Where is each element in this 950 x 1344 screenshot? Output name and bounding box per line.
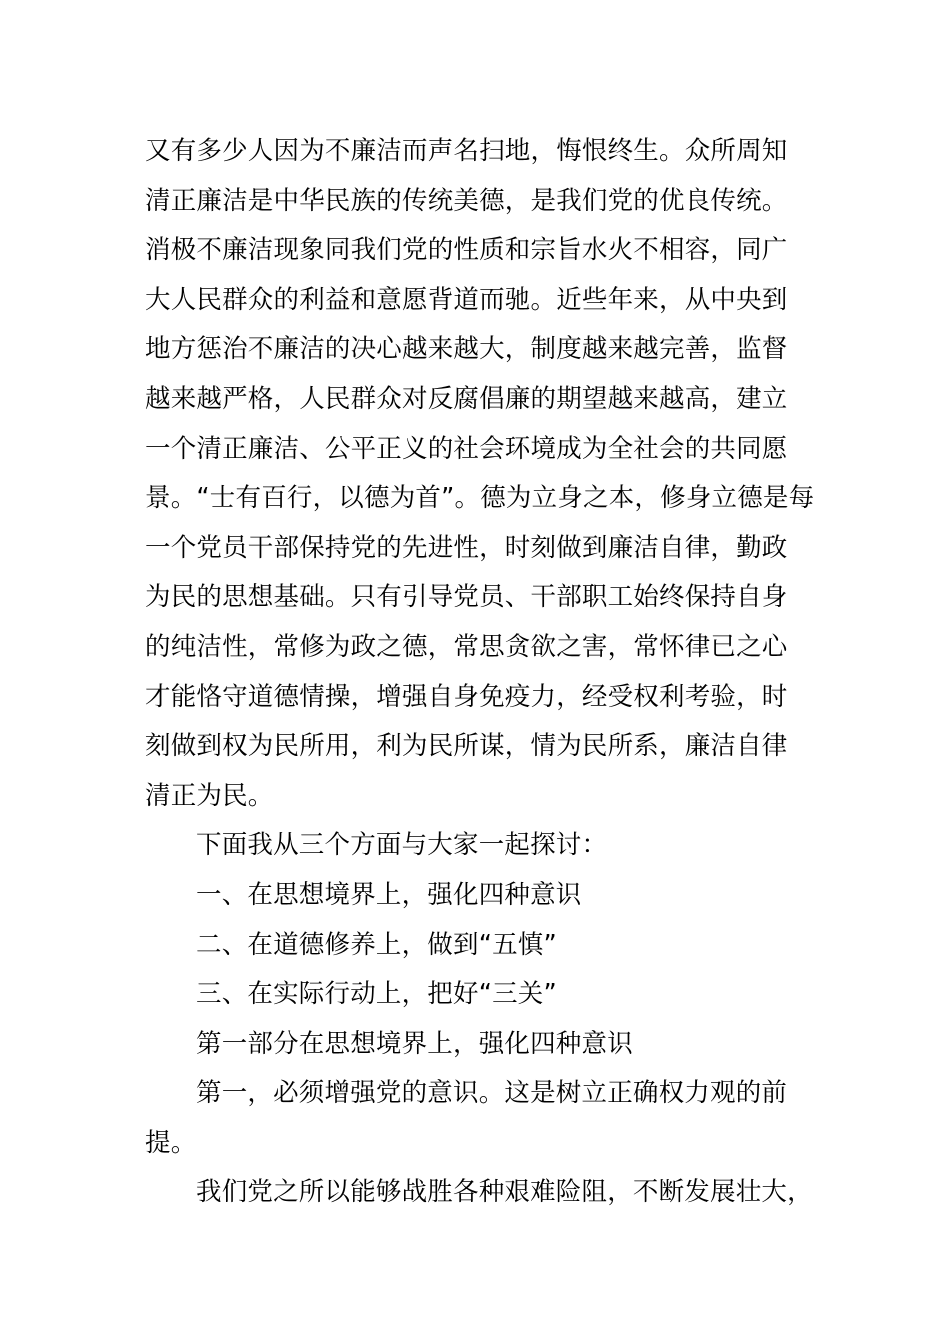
text-line: 清正为民。 — [145, 780, 274, 811]
document-body — [145, 127, 817, 1218]
text-line: 一个党员干部保持党的先进性，时刻做到廉洁自律，勤政 — [145, 532, 788, 563]
outline-item-3: 三、在实际行动上，把好“三关” — [196, 979, 557, 1010]
text-line: 的纯洁性，常修为政之德，常思贪欲之害，常怀律已之心 — [145, 631, 788, 662]
text-line: 地方惩治不廉洁的决心越来越大，制度越来越完善，监督 — [145, 334, 788, 365]
text-line: 提。 — [145, 1127, 197, 1158]
text-line: 又有多少人因为不廉洁而声名扫地，悔恨终生。众所周知 — [145, 136, 788, 166]
text-line: 清正廉洁是中华民族的传统美德，是我们党的优良传统。 — [145, 185, 788, 216]
text-line: 景。“士有百行，以德为首”。德为立身之本，修身立德是每 — [145, 483, 815, 514]
subsection-heading: 第一，必须增强党的意识。这是树立正确权力观的前 — [196, 1078, 788, 1109]
text-line: 消极不廉洁现象同我们党的性质和宗旨水火不相容，同广 — [145, 235, 788, 266]
section-heading: 第一部分在思想境界上，强化四种意识 — [196, 1028, 633, 1059]
text-line: 才能恪守道德情操，增强自身免疫力，经受权利考验，时 — [145, 681, 788, 712]
outline-item-1: 一、在思想境界上，强化四种意识 — [196, 879, 582, 910]
text-line: 大人民群众的利益和意愿背道而驰。近些年来，从中央到 — [145, 284, 788, 315]
intro-line: 下面我从三个方面与大家一起探讨： — [196, 830, 608, 861]
text-line: 我们党之所以能够战胜各种艰难险阻，不断发展壮大， — [196, 1177, 813, 1208]
text-line: 刻做到权为民所用，利为民所谋，情为民所系，廉洁自律 — [145, 731, 788, 762]
text-line: 为民的思想基础。只有引导党员、干部职工始终保持自身 — [145, 582, 788, 613]
text-line: 一个清正廉洁、公平正义的社会环境成为全社会的共同愿 — [145, 433, 788, 464]
text-line: 越来越严格，人民群众对反腐倡廉的期望越来越高，建立 — [145, 383, 788, 414]
outline-item-2: 二、在道德修养上，做到“五慎” — [196, 929, 557, 960]
